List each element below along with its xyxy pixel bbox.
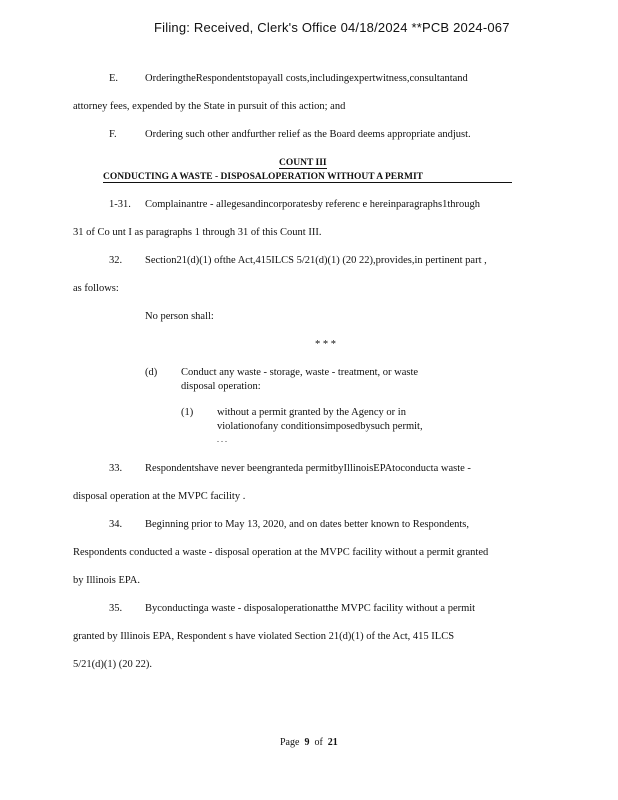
paragraph-number: 32.	[109, 255, 123, 266]
filing-stamp: Filing: Received, Clerk's Office 04/18/2024 **PCB 2024-067	[154, 20, 510, 35]
quote-subitem-text-line: without a permit granted by the Agency or in	[217, 407, 406, 418]
paragraph-text-line: 31 of Co unt I as paragraphs 1 through 31 of this Count III.	[73, 227, 322, 238]
quote-intro: No person shall:	[145, 311, 214, 322]
prayer-f-text: Ordering such other andfurther relief as the Board deems appropriate andjust.	[145, 129, 471, 140]
page-footer	[280, 737, 338, 748]
paragraph-text-line: Byconductinga waste - disposaloperationatthe MVPC facility without a permit	[145, 603, 476, 614]
paragraph-text-line: Respondentshave never beengranteda permitbyIllinoisEPAtoconducta waste -	[145, 463, 471, 474]
paragraph-number: 33.	[109, 463, 123, 474]
paragraph-text-line: by Illinois EPA.	[73, 575, 140, 586]
count-heading-number: COUNT III	[279, 158, 327, 168]
quote-item-text-line: disposal operation:	[181, 381, 261, 392]
quote-asterisks: * * *	[315, 339, 336, 350]
paragraph-text-line: Beginning prior to May 13, 2020, and on dates better known to Respondents,	[145, 519, 469, 530]
paragraph-text-line: Section21(d)(1) ofthe Act,415ILCS 5/21(d)(1) (20 22),provides,in pertinent part ,	[145, 255, 487, 266]
paragraph-number: 35.	[109, 603, 123, 614]
prayer-f-letter: F.	[109, 129, 117, 140]
paragraph-text-line: 5/21(d)(1) (20 22).	[73, 659, 153, 670]
paragraph-text-line: Complainantre - allegesandincorporatesby referenc e hereinparagraphs1through	[145, 199, 480, 210]
page-number: 9	[304, 737, 310, 748]
paragraph-text-line: as follows:	[73, 283, 119, 294]
page-of-label: of	[314, 737, 323, 748]
quote-subitem-text-line: violationofany conditionsimposedbysuch permit,	[217, 421, 423, 432]
paragraph-text-line: granted by Illinois EPA, Respondent s have violated Section 21(d)(1) of the Act, 415 ILCS	[73, 631, 455, 642]
quote-ellipsis: . . .	[217, 435, 227, 444]
prayer-e-text-line2: attorney fees, expended by the State in pursuit of this action; and	[73, 101, 346, 112]
paragraph-number: 34.	[109, 519, 123, 530]
prayer-e-letter: E.	[109, 73, 119, 84]
paragraph-text-line: disposal operation at the MVPC facility .	[73, 491, 246, 502]
paragraph-number: 1-31.	[109, 199, 131, 210]
quote-item-label: (d)	[145, 367, 158, 378]
paragraph-text-line: Respondents conducted a waste - disposal operation at the MVPC facility without a permit granted	[73, 547, 489, 558]
prayer-e-text-line1: OrderingtheRespondentstopayall costs,includingexpertwitness,consultantand	[145, 73, 468, 84]
page-label: Page	[280, 737, 300, 748]
quote-item-text-line: Conduct any waste - storage, waste - treatment, or waste	[181, 367, 419, 378]
quote-subitem-label: (1)	[181, 407, 194, 418]
page-total: 21	[327, 737, 338, 748]
count-heading-title: CONDUCTING A WASTE - DISPOSALOPERATION WITHOUT A PERMIT	[103, 172, 512, 183]
